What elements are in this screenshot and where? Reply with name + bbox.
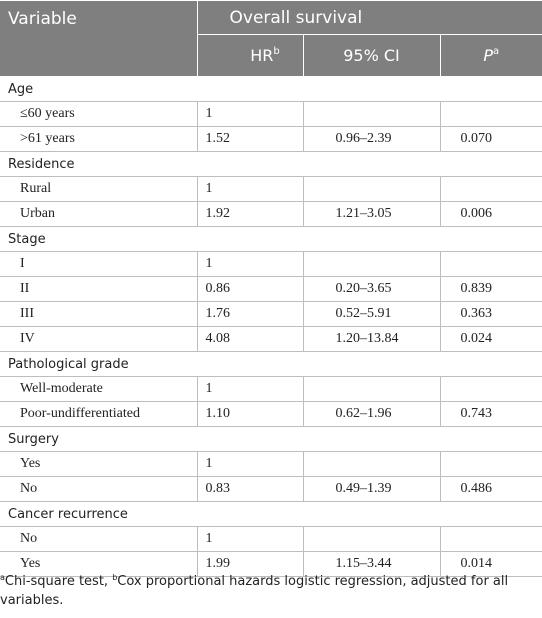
hr-cell: 4.08: [197, 327, 303, 352]
hr-cell: 1.76: [197, 302, 303, 327]
hr-cell: 1: [197, 527, 303, 552]
p-cell: 0.006: [440, 202, 542, 227]
table-body: [0, 77, 542, 577]
p-header-sup: a: [493, 46, 500, 57]
table-row: [0, 477, 542, 502]
table-row: [0, 277, 542, 302]
footnote-b-text: Cox proportional hazards logistic regression, adjusted for all variables.: [0, 574, 509, 608]
group-row: [0, 427, 542, 452]
table-row: [0, 127, 542, 152]
row-label: III: [0, 302, 197, 327]
table-row: [0, 177, 542, 202]
group-label: Pathological grade: [0, 352, 542, 377]
ci-cell: 1.20–13.84: [303, 327, 440, 352]
table-row: [0, 302, 542, 327]
hr-cell: 1.52: [197, 127, 303, 152]
group-label: Residence: [0, 152, 542, 177]
row-label: ≤60 years: [0, 102, 197, 127]
ci-cell: [303, 377, 440, 402]
row-label: Well-moderate: [0, 377, 197, 402]
p-cell: [440, 377, 542, 402]
row-label: No: [0, 527, 197, 552]
p-header-label: P: [483, 46, 494, 65]
p-cell: 0.024: [440, 327, 542, 352]
table-header: [0, 1, 542, 77]
hr-cell: 1.99: [197, 552, 303, 577]
p-cell: 0.363: [440, 302, 542, 327]
ci-cell: [303, 252, 440, 277]
footnote-b-mark: b: [112, 573, 118, 582]
row-label: No: [0, 477, 197, 502]
group-row: [0, 152, 542, 177]
ci-cell: [303, 452, 440, 477]
row-label: Urban: [0, 202, 197, 227]
p-header: [440, 35, 542, 77]
hr-header-sup: b: [273, 46, 280, 57]
row-label: >61 years: [0, 127, 197, 152]
group-label: Stage: [0, 227, 542, 252]
p-cell: [440, 252, 542, 277]
p-cell: 0.743: [440, 402, 542, 427]
row-label: Yes: [0, 552, 197, 577]
hr-header: [197, 35, 303, 77]
p-cell: [440, 102, 542, 127]
ci-cell: [303, 527, 440, 552]
ci-header: 95% CI: [303, 35, 440, 77]
table-row: [0, 527, 542, 552]
p-cell: 0.070: [440, 127, 542, 152]
table-row: [0, 402, 542, 427]
footnote-a-text: Chi-square test,: [4, 574, 113, 589]
group-row: [0, 352, 542, 377]
group-label: Cancer recurrence: [0, 502, 542, 527]
table-row: [0, 252, 542, 277]
ci-cell: 0.20–3.65: [303, 277, 440, 302]
hr-cell: 1: [197, 452, 303, 477]
variable-header: Variable: [0, 1, 197, 77]
row-label: Rural: [0, 177, 197, 202]
group-label: Age: [0, 77, 542, 102]
table-row: [0, 452, 542, 477]
ci-cell: 0.49–1.39: [303, 477, 440, 502]
group-row: [0, 77, 542, 102]
group-row: [0, 227, 542, 252]
hr-cell: 1: [197, 377, 303, 402]
table-row: [0, 377, 542, 402]
p-cell: 0.486: [440, 477, 542, 502]
table-footnote: [0, 572, 538, 610]
hr-header-label: HR: [250, 46, 274, 65]
footnote-a-mark: a: [0, 573, 5, 582]
ci-cell: [303, 177, 440, 202]
ci-cell: 0.96–2.39: [303, 127, 440, 152]
hr-cell: 1: [197, 252, 303, 277]
row-label: Yes: [0, 452, 197, 477]
table-row: [0, 327, 542, 352]
group-row: [0, 502, 542, 527]
hr-cell: 1: [197, 102, 303, 127]
row-label: IV: [0, 327, 197, 352]
p-cell: [440, 177, 542, 202]
ci-cell: 0.52–5.91: [303, 302, 440, 327]
hr-cell: 1.10: [197, 402, 303, 427]
ci-cell: 1.15–3.44: [303, 552, 440, 577]
table-row: [0, 202, 542, 227]
p-cell: 0.839: [440, 277, 542, 302]
row-label: II: [0, 277, 197, 302]
hr-cell: 0.86: [197, 277, 303, 302]
hr-cell: 0.83: [197, 477, 303, 502]
row-label: Poor-undifferentiated: [0, 402, 197, 427]
p-cell: [440, 452, 542, 477]
ci-cell: 0.62–1.96: [303, 402, 440, 427]
ci-cell: [303, 102, 440, 127]
p-cell: [440, 527, 542, 552]
p-cell: 0.014: [440, 552, 542, 577]
ci-cell: 1.21–3.05: [303, 202, 440, 227]
table-row: [0, 102, 542, 127]
overall-survival-header: Overall survival: [197, 1, 542, 35]
row-label: I: [0, 252, 197, 277]
hr-cell: 1: [197, 177, 303, 202]
group-label: Surgery: [0, 427, 542, 452]
hr-cell: 1.92: [197, 202, 303, 227]
